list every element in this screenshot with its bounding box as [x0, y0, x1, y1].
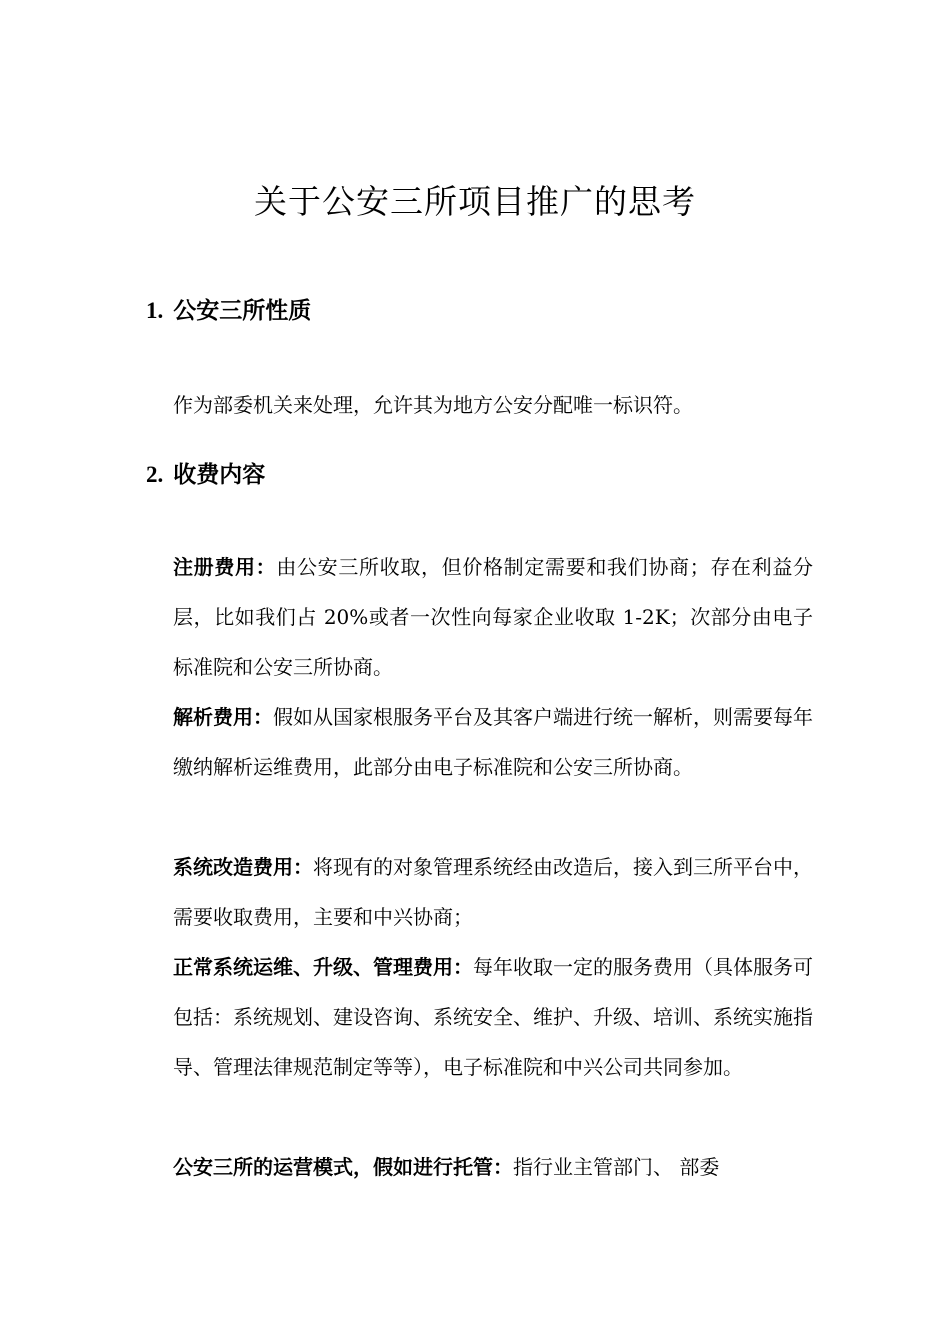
section-title: 收费内容 [173, 462, 266, 488]
registration-fee-paragraph [173, 542, 813, 692]
paragraph-text: 作为部委机关来处理，允许其为地方公安分配唯一标识符。 [173, 393, 693, 417]
paragraph-text: 由公安三所收取，但价格制定需要和我们协商；存在利益分层，比如我们占 20%或者一次性向每家企业收取 1-2K；次部分由电子标准院和公安三所协商。 [173, 555, 814, 679]
section-number: 2. [146, 462, 164, 487]
section-heading-2 [146, 459, 265, 491]
paragraph-lead: 注册费用： [173, 555, 277, 579]
operation-mode-paragraph [173, 1142, 813, 1192]
paragraph-lead: 正常系统运维、升级、管理费用： [173, 955, 473, 979]
section-number: 1. [146, 298, 164, 323]
section-1-paragraph [173, 380, 813, 430]
paragraph-text: 将现有的对象管理系统经由改造后，接入到三所平台中，需要收取费用，主要和中兴协商； [173, 855, 813, 929]
section-title: 公安三所性质 [173, 298, 312, 324]
document-title: 关于公安三所项目推广的思考 [254, 182, 696, 222]
paragraph-text: 每年收取一定的服务费用（具体服务可包括：系统规划、建设咨询、系统安全、维护、升级、培训、系统实施指导、管理法律规范制定等等），电子标准院和中兴公司共同参加。 [173, 955, 813, 1079]
system-upgrade-fee-paragraph [173, 842, 813, 942]
paragraph-lead: 解析费用： [173, 705, 273, 729]
paragraph-text: 假如从国家根服务平台及其客户端进行统一解析，则需要每年缴纳解析运维费用，此部分由电子标准院和公安三所协商。 [173, 705, 813, 779]
paragraph-text: 指行业主管部门、 部委 [513, 1155, 720, 1179]
paragraph-lead: 公安三所的运营模式，假如进行托管： [173, 1155, 513, 1179]
paragraph-lead: 系统改造费用： [173, 855, 313, 879]
maintenance-fee-paragraph [173, 942, 813, 1092]
resolution-fee-paragraph [173, 692, 813, 792]
section-heading-1 [146, 295, 311, 327]
